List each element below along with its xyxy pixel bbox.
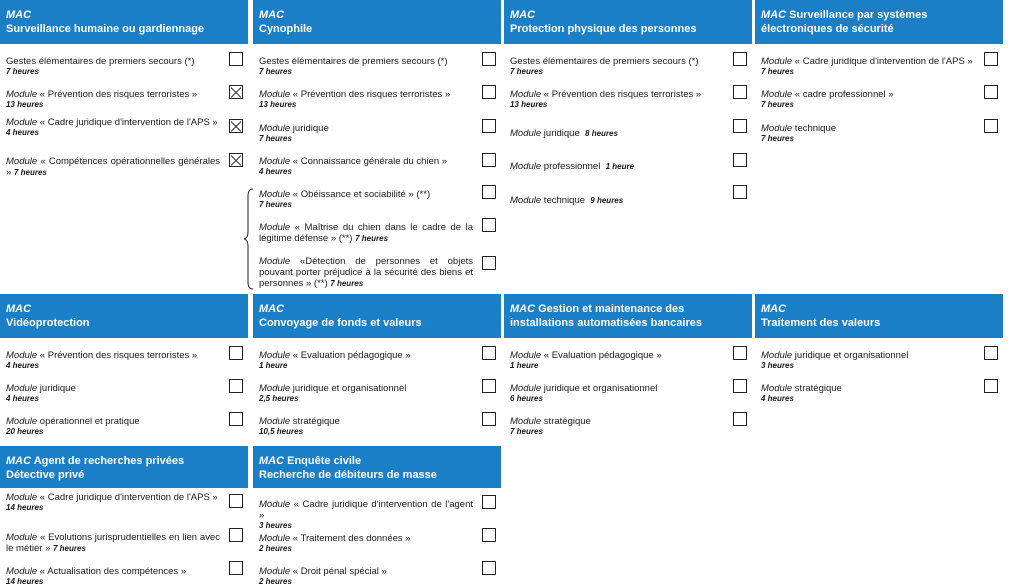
list-item: Module juridique et organisationnel 6 heures [510,383,658,403]
mac-label: MAC [761,9,787,21]
block-title: Vidéoprotection [6,317,90,329]
list-item: Module « Prévention des risques terroristes » 13 heures [259,89,451,109]
checkbox[interactable] [229,494,243,508]
list-item: Module «Détection de personnes et objets pouvant porter préjudice à la sécurité des biens et personnes » (**) 7 heures [259,256,473,289]
checkbox[interactable] [482,119,496,133]
checkbox[interactable] [984,346,998,360]
mac-label: MAC [259,9,285,21]
block-surveillance-humaine [0,0,248,178]
list-item: Module « Cadre juridique d'intervention de l'APS » 7 heures [761,56,973,76]
mac-label: MAC [510,9,536,21]
block-videoprotection [0,294,248,436]
mac-label: MAC [6,455,32,467]
block-title: Surveillance humaine ou gardiennage [6,23,205,35]
block-enquete-civile [253,446,501,586]
checkbox[interactable] [482,52,496,66]
mac-label: MAC [6,303,32,315]
list-item: Module « Prévention des risques terroristes » 13 heures [6,89,198,109]
block-title: Convoyage de fonds et valeurs [259,317,422,329]
block-header [0,0,248,44]
checkbox[interactable] [229,52,243,66]
checkbox[interactable] [229,412,243,426]
list-item: Module « Obéissance et sociabilité » (**) 7 heures [259,189,431,209]
checkbox[interactable] [733,119,747,133]
block-convoyage [253,294,501,436]
list-item: Module technique 9 heures [510,195,624,206]
block-gestion-maintenance [504,294,752,436]
checkbox[interactable] [482,495,496,509]
block-surveillance-electronique [755,0,1003,143]
checkbox[interactable] [482,256,496,270]
checkbox[interactable] [733,85,747,99]
checkbox[interactable] [482,346,496,360]
block-title: Détective privé [6,469,85,481]
block-title: Cynophile [259,23,313,35]
list-item: Module « Prévention des risques terroristes » 13 heures [510,89,702,109]
checkbox[interactable] [482,528,496,542]
block-header [253,0,501,44]
list-item: Module « Evaluation pédagogique » 1 heure [259,350,411,370]
list-item: Module juridique 4 heures [6,383,76,403]
mac-label: MAC [259,303,285,315]
checkbox[interactable] [984,119,998,133]
list-item: Module stratégique 7 heures [510,416,591,436]
list-item: Gestes élémentaires de premiers secours (*) 7 heures [6,56,195,76]
list-item: Module juridique et organisationnel 3 heures [761,350,909,370]
block-title: Recherche de débiteurs de masse [259,469,437,481]
checkbox[interactable] [229,561,243,575]
checkbox[interactable] [733,379,747,393]
list-item: Module juridique et organisationnel 2,5 heures [259,383,407,403]
checkbox[interactable] [229,346,243,360]
list-item: Module juridique 7 heures [259,123,329,143]
checkbox[interactable] [733,412,747,426]
list-item: Module juridique 8 heures [510,128,618,139]
mac-label: MAC [259,455,285,467]
checkbox[interactable] [733,185,747,199]
list-item: Module opérationnel et pratique 20 heures [6,416,140,436]
checkbox[interactable] [229,528,243,542]
checkbox-checked[interactable] [229,85,243,99]
checkbox[interactable] [984,52,998,66]
block-header [755,294,1003,338]
block-title: installations automatisées bancaires [510,317,702,329]
block-header: MAC Surveillance par systèmes électroniques de sécurité [755,0,1003,44]
list-item: Module « Traitement des données » 2 heures [259,533,411,553]
list-item: Gestes élémentaires de premiers secours (*) 7 heures [259,56,448,76]
checkbox-checked[interactable] [229,119,243,133]
block-cynophile [253,0,501,289]
block-header [253,294,501,338]
checkbox[interactable] [482,561,496,575]
checkbox[interactable] [482,379,496,393]
list-item: Module « Cadre juridique d'intervention de l'agent » 3 heures [259,499,473,530]
list-item: Module « cadre professionnel » 7 heures [761,89,894,109]
block-title: Protection physique des personnes [510,23,697,35]
list-item: Module « Compétences opérationnelles générales » 7 heures [6,156,220,178]
list-item: Module « Evolutions jurisprudentielles en lien avec le métier » 7 heures [6,532,220,554]
list-item: Module « Prévention des risques terroristes » 4 heures [6,350,198,370]
checkbox[interactable] [482,85,496,99]
checkbox[interactable] [482,412,496,426]
checkbox[interactable] [733,346,747,360]
checkbox[interactable] [733,52,747,66]
block-header [504,0,752,44]
list-item: Module stratégique 4 heures [761,383,842,403]
list-item: Module stratégique 10,5 heures [259,416,340,436]
checkbox-checked[interactable] [229,153,243,167]
mac-label: MAC [6,9,32,21]
block-header: MAC Gestion et maintenance des installations automatisées bancaires [504,294,752,338]
checkbox[interactable] [984,85,998,99]
list-item: Module « Connaissance générale du chien » 4 heures [259,156,448,176]
list-item: Module « Evaluation pédagogique » 1 heure [510,350,662,370]
mac-label: MAC [761,303,787,315]
checkbox[interactable] [482,218,496,232]
list-item: Module « Droit pénal spécial » 2 heures [259,566,387,586]
list-item: Module « Cadre juridique d'intervention de l'APS » 4 heures [6,117,218,137]
block-traitement-valeurs [755,294,1003,403]
block-protection-physique [504,0,752,206]
block-title: Traitement des valeurs [761,317,881,329]
block-header: MAC Enquête civile Recherche de débiteurs de masse [253,446,501,488]
checkbox[interactable] [733,153,747,167]
block-header: MAC Agent de recherches privées Détective privé [0,446,248,488]
checkbox[interactable] [482,153,496,167]
curly-brace-icon [244,188,254,290]
list-item: Module « Cadre juridique d'intervention de l'APS » 14 heures [6,492,218,512]
checkbox[interactable] [229,379,243,393]
block-title: électroniques de sécurité [761,23,894,35]
list-item: Module « Maîtrise du chien dans le cadre de la légitime défense » (**) 7 heures [259,222,473,244]
list-item: Gestes élémentaires de premiers secours (*) 7 heures [510,56,699,76]
checkbox[interactable] [984,379,998,393]
mac-label: MAC [510,303,536,315]
block-header [0,294,248,338]
block-agent-recherches [0,446,248,586]
checkbox[interactable] [482,185,496,199]
list-item: Module technique 7 heures [761,123,837,143]
list-item: Module professionnel 1 heure [510,161,635,172]
list-item: Module « Actualisation des compétences » 14 heures [6,566,187,586]
